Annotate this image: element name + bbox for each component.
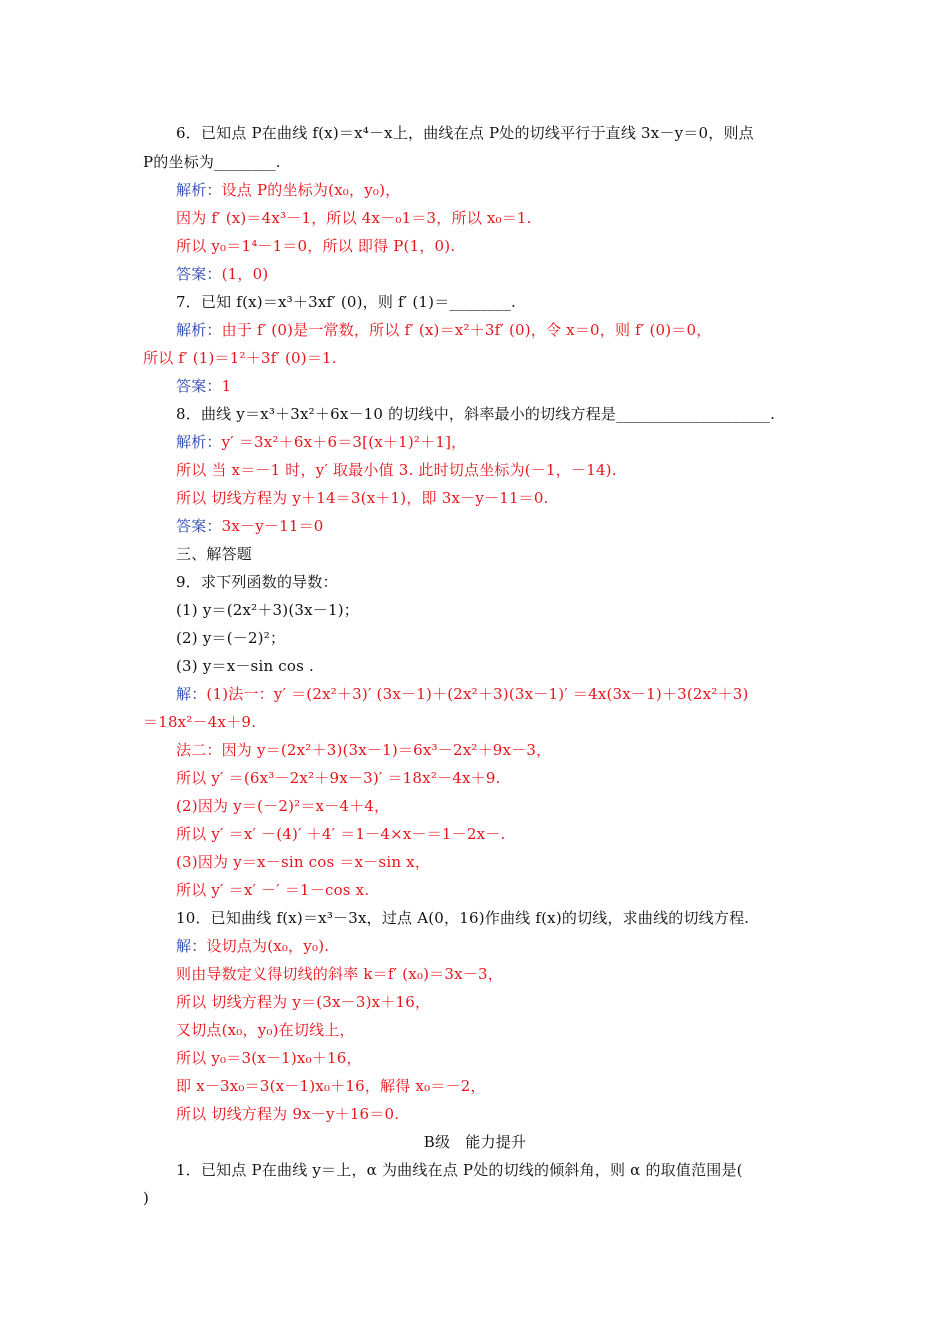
q7-solution-line1: 解析：由于 f′ (0)是一常数，所以 f′ (x)＝x²＋3f′ (0)，令 x＝0，则 f′ (0)＝0， [176,321,712,339]
q9-part1: (1) y＝(2x²＋3)(3x－1)； [176,601,360,619]
solution-label: 解析： [176,181,222,199]
q10-solution-line5: 所以 y₀＝3(x－1)x₀＋16， [176,1049,362,1067]
q6-solution-line1: 解析：设点 P的坐标为(x₀，y₀)， [176,181,401,199]
q8-solution-line2: 所以 当 x＝－1 时，y′ 取最小值 3. 此时切点坐标为(－1，－14). [176,461,617,479]
solution-label: 解： [176,685,207,703]
q9-solution-line3: 法二：因为 y＝(2x²＋3)(3x－1)＝6x³－2x²＋9x－3， [176,741,552,759]
q7-solution-line2: 所以 f′ (1)＝1²＋3f′ (0)＝1. [143,349,337,367]
section-b-heading: B级 能力提升 [423,1133,527,1151]
b-q1-line1: 1．已知点 P在曲线 y＝上，α 为曲线在点 P处的切线的倾斜角，则 α 的取值范围是( [176,1161,743,1179]
q9-solution-line1: 解：(1)法一：y′ ＝(2x²＋3)′ (3x－1)＋(2x²＋3)(3x－1)′ ＝4x(3x－1)＋3(2x²＋3) [176,685,749,703]
q6-solution-line2: 因为 f′ (x)＝4x³－1，所以 4x－₀1＝3，所以 x₀＝1. [176,209,532,227]
q10-solution-line2: 则由导数定义得切线的斜率 k＝f′ (x₀)＝3x－3， [176,965,503,983]
solution-label: 解： [176,937,207,955]
q10-solution-line7: 所以 切线方程为 9x－y＋16＝0. [176,1105,400,1123]
q9-stem: 9．求下列函数的导数： [176,573,338,591]
q6-solution-line3: 所以 y₀＝1⁴－1＝0，所以 即得 P(1，0). [176,237,456,255]
q9-solution-line8: 所以 y′ ＝x′ －′ ＝1－cos x. [176,881,370,899]
solution-label: 解析： [176,321,222,339]
answer-label: 答案： [176,265,222,283]
q8-solution-line3: 所以 切线方程为 y＋14＝3(x＋1)，即 3x－y－11＝0. [176,489,549,507]
solution-label: 解析： [176,433,222,451]
q9-solution-line7: (3)因为 y＝x－sin cos ＝x－sin x， [176,853,431,871]
q6-answer: 答案：(1，0) [176,265,269,283]
q7-answer: 答案：1 [176,377,232,395]
q9-solution-line6: 所以 y′ ＝x′ －(4)′ ＋4′ ＝1－4×x－＝1－2x－. [176,825,506,843]
q9-part2: (2) y＝(－2)²； [176,629,286,647]
q7-line1: 7．已知 f(x)＝x³＋3xf′ (0)，则 f′ (1)＝________. [176,293,516,311]
q10-solution-line1: 解：设切点为(x₀，y₀). [176,937,330,955]
section-heading: 三、解答题 [176,545,253,563]
q9-solution-line5: (2)因为 y＝(－2)²＝x－4＋4， [176,797,390,815]
q8-solution-line1: 解析：y′ ＝3x²＋6x＋6＝3[(x＋1)²＋1]， [176,433,467,451]
q10-stem: 10．已知曲线 f(x)＝x³－3x，过点 A(0，16)作曲线 f(x)的切线，求曲线的切线方程. [176,909,750,927]
q9-solution-line2: ＝18x²－4x＋9. [143,713,257,731]
q10-solution-line6: 即 x－3x₀＝3(x－1)x₀＋16，解得 x₀＝－2， [176,1077,486,1095]
q10-solution-line4: 又切点(x₀，y₀)在切线上， [176,1021,355,1039]
q8-answer: 答案：3x－y－11＝0 [176,517,324,535]
q9-solution-line4: 所以 y′ ＝(6x³－2x²＋9x－3)′ ＝18x²－4x＋9. [176,769,501,787]
q6-line1: 6．已知点 P在曲线 f(x)＝x⁴－x上，曲线在点 P处的切线平行于直线 3x－y＝0，则点 [176,124,754,142]
q8-line1: 8．曲线 y＝x³＋3x²＋6x－10 的切线中，斜率最小的切线方程是____________________. [176,405,776,423]
b-q1-line2: ) [143,1189,150,1207]
answer-label: 答案： [176,517,222,535]
q9-part3: (3) y＝x－sin cos . [176,657,314,675]
q6-line2: P的坐标为________. [143,153,281,171]
q10-solution-line3: 所以 切线方程为 y＝(3x－3)x＋16， [176,993,431,1011]
answer-label: 答案： [176,377,222,395]
